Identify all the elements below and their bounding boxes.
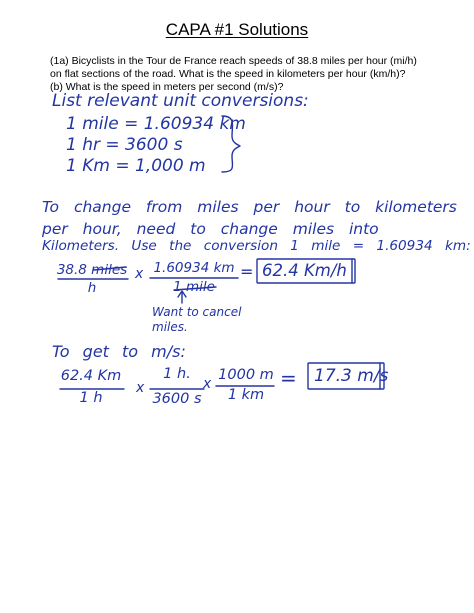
conversion-km: 1 Km = 1,000 m: [66, 156, 206, 176]
times-sign-b1: x: [136, 380, 145, 396]
result-a-box: [257, 259, 355, 283]
conversions-heading: List relevant unit conversions:: [52, 91, 309, 111]
start-numerator: 38.8 miles: [56, 262, 128, 278]
cancel-stroke-miles-top: [94, 267, 126, 270]
conversion-hour: 1 hr = 3600 s: [66, 135, 183, 155]
start-denominator: h: [87, 280, 97, 296]
result-b-box: [308, 363, 384, 389]
b-fraction-b-denominator: 3600 s: [152, 391, 202, 407]
part-a-line-3: Kilometers. Use the conversion 1 mile = 1.60934 km:: [42, 238, 471, 254]
b-fraction-c-numerator: 1000 m: [218, 367, 274, 383]
equals-sign-b: =: [280, 366, 297, 390]
factor-numerator: 1.60934 km: [153, 260, 235, 276]
question-line-1: (1a) Bicyclists in the Tour de France reach speeds of 38.8 miles per hour (mi/h): [50, 55, 417, 67]
note-line-2: miles.: [152, 320, 188, 334]
result-a: 62.4 Km/h: [262, 261, 347, 280]
factor-denominator: 1 mile: [173, 279, 215, 295]
conversion-brace: [222, 116, 240, 172]
b-fraction-c-denominator: 1 km: [227, 387, 265, 403]
note-line-1: Want to cancel: [152, 305, 242, 319]
equals-sign-a: =: [240, 262, 254, 281]
conversion-mile: 1 mile = 1.60934 km: [66, 114, 246, 134]
times-sign-b2: x: [203, 376, 212, 392]
page-title: CAPA #1 Solutions: [165, 20, 309, 39]
part-a-line-1: To change from miles per hour to kilometers: [42, 198, 457, 216]
result-b: 17.3 m/s: [314, 366, 389, 386]
cancel-stroke-miles-bottom: [174, 287, 216, 290]
b-fraction-b-numerator: 1 h.: [163, 366, 191, 382]
b-fraction-a-numerator: 62.4 Km: [60, 368, 122, 384]
question-line-3: (b) What is the speed in meters per second (m/s)?: [50, 81, 284, 93]
part-b-heading: To get to m/s:: [52, 342, 186, 361]
part-a-line-2: per hour, need to change miles into: [42, 220, 379, 238]
question-line-2: on flat sections of the road. What is the speed in kilometers per hour (km/h)?: [50, 68, 406, 80]
times-sign-a: x: [135, 266, 144, 282]
b-fraction-a-denominator: 1 h: [79, 390, 103, 406]
